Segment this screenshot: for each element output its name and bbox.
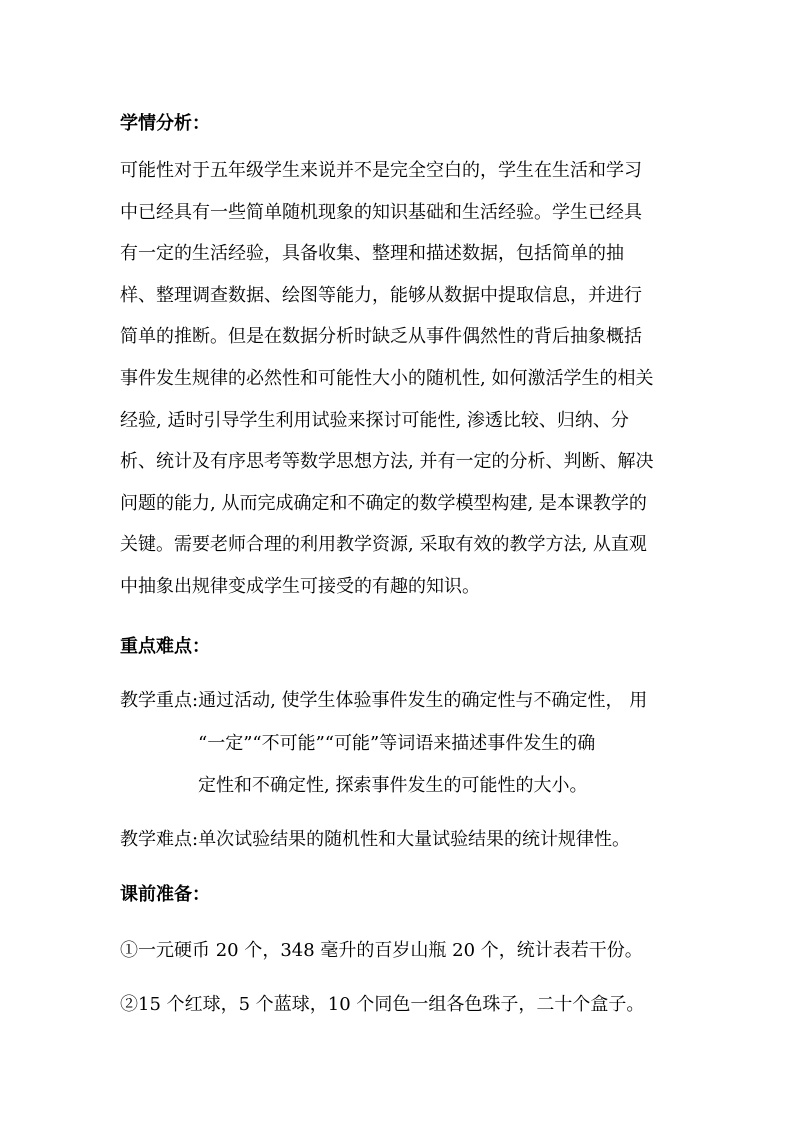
preparation-item-1: ①一元硬币 20 个，348 毫升的百岁山瓶 20 个，统计表若干份。 [120, 940, 643, 961]
analysis-line-4: 样、整理调查数据、绘图等能力，能够从数据中提取信息，并进行 [120, 284, 642, 306]
analysis-line-3: 有一定的生活经验，具备收集、整理和描述数据，包括简单的抽 [120, 243, 624, 265]
analysis-line-1: 可能性对于五年级学生来说并不是完全空白的，学生在生活和学习 [120, 160, 642, 181]
analysis-line-2: 中已经具有一些简单随机现象的知识基础和生活经验。学生已经具 [120, 201, 642, 223]
teaching-focus-line-3: 定性和不确定性, 探索事件发生的可能性的大小。 [198, 775, 588, 796]
teaching-difficulty-line: 教学难点:单次试验结果的随机性和大量试验结果的统计规律性。 [120, 829, 631, 850]
teaching-focus-line-1: 教学重点:通过活动, 使学生体验事件发生的确定性与不确定性， 用 [120, 690, 648, 711]
analysis-line-6: 事件发生规律的必然性和可能性大小的随机性, 如何激活学生的相关 [120, 367, 654, 389]
analysis-line-11: 中抽象出规律变成学生可接受的有趣的知识。 [120, 575, 480, 597]
analysis-line-9: 问题的能力, 从而完成确定和不确定的数学模型构建, 是本课教学的 [120, 492, 647, 514]
analysis-heading: 学情分析： [120, 113, 210, 134]
analysis-paragraph [120, 150, 680, 608]
analysis-line-5: 简单的推断。但是在数据分析时缺乏从事件偶然性的背后抽象概括 [120, 326, 642, 348]
preparation-item-2: ②15 个红球，5 个蓝球，10 个同色一组各色珠子，二十个盒子。 [120, 994, 645, 1015]
preparation-heading: 课前准备： [120, 884, 210, 905]
analysis-line-10: 关键。需要老师合理的利用教学资源, 采取有效的教学方法, 从直观 [120, 534, 647, 556]
analysis-line-8: 析、统计及有序思考等数学思想方法, 并有一定的分析、判断、解决 [120, 451, 654, 473]
key-points-heading: 重点难点： [120, 636, 210, 657]
teaching-focus-line-2: “一定”“不可能”“可能”等词语来描述事件发生的确 [198, 733, 596, 754]
analysis-line-7: 经验, 适时引导学生利用试验来探讨可能性, 渗透比较、归纳、分 [120, 409, 629, 431]
